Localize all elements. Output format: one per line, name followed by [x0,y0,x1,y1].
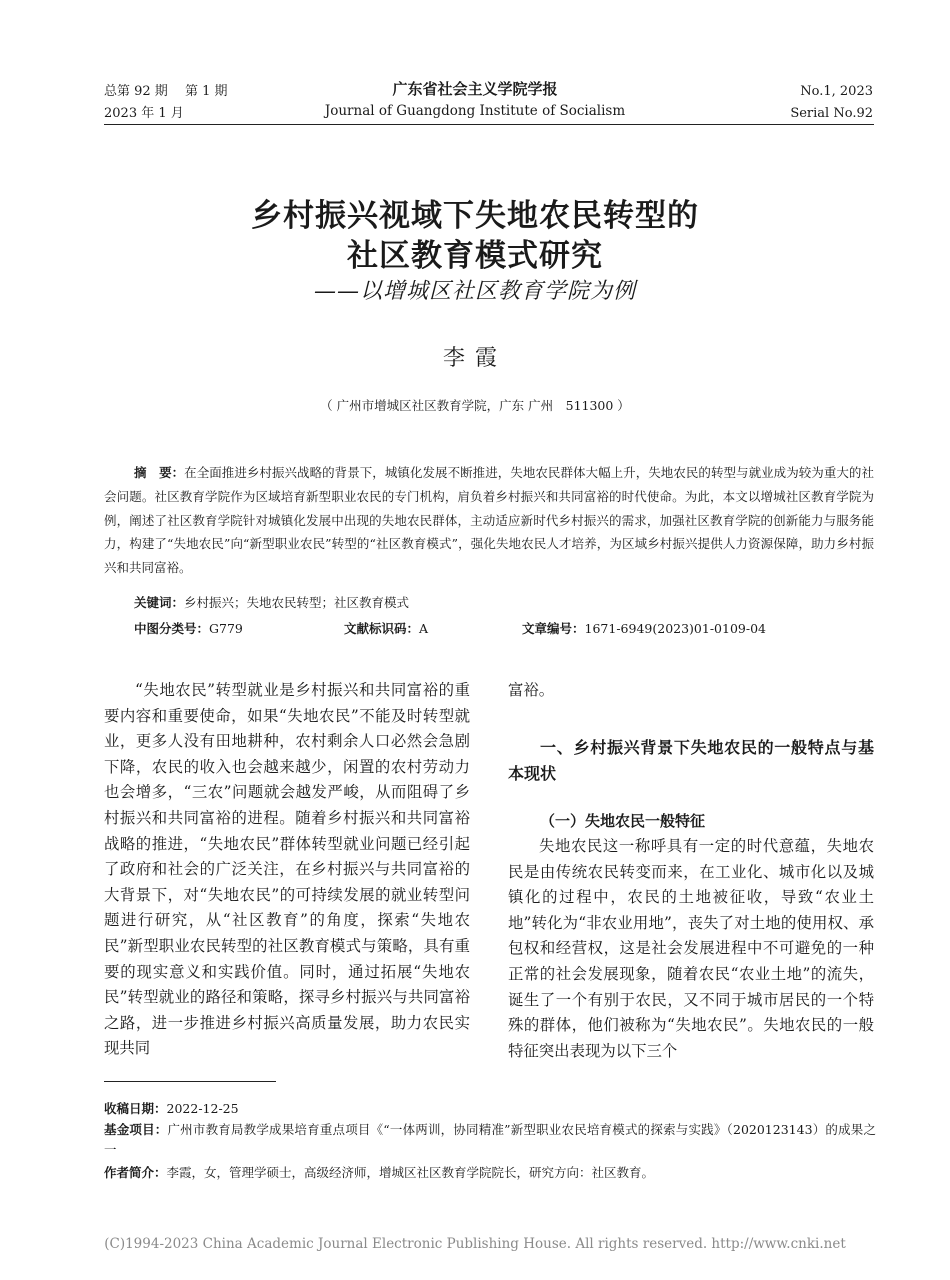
article-number-label: 文章编号： [522,621,585,636]
issue-no: No.1, 2023 [800,84,873,99]
received-label: 收稿日期： [104,1101,167,1116]
journal-title-cn: 广东省社会主义学院学报 [392,80,558,98]
keywords-text: 乡村振兴；失地农民转型；社区教育模式 [184,595,410,610]
clc-number [134,619,243,639]
fund-project [104,1120,876,1160]
abstract-text: 在全面推进乡村振兴战略的背景下，城镇化发展不断推进，失地农民群体大幅上升，失地农民的转型与就业成为较为重大的社会问题。社区教育学院作为区域培育新型职业农民的专门机构，肩负着乡村振兴和共同富裕的时代使命。为此，本文以增城社区教育学院为例，阐述了社区教育学院针对城镇化发展中出现的失地农民群体，主动适应新时代乡村振兴的需求，加强社区教育学院的创新能力与服务能力，构建了“失地农民”向“新型职业农民”转型的“社区教育模式”，强化失地农民人才培养，为区域乡村振兴提供人力资源保障，助力乡村振兴和共同富裕。 [104,465,874,576]
clc-label: 中图分类号： [134,621,210,636]
article-number [522,619,766,639]
body-right-column-para: 失地农民这一称呼具有一定的时代意蕴，失地农民是由传统农民转变而来，在工业化、城市化以及城镇化的过程中，农民的土地被征收，导致“农业土地”转化为“非农业用地”，丧失了对土地的使用权、承包权和经营权，这是社会发展进程中不可避免的一种正常的社会发展现象，随着农民“农业土地”的流失，诞生了一个有别于农民，又不同于城市居民的一个特殊的群体，他们被称为“失地农民”。失地农民的一般特征突出表现为以下三个 [508,837,874,1060]
author-bio [104,1163,654,1183]
issue-date: 2023 年 1 月 [104,106,184,121]
article-subtitle: ——以增城区社区教育学院为例 [313,279,636,304]
bio-value: 李霞，女，管理学硕士，高级经济师，增城区社区教育学院院长，研究方向：社区教育。 [166,1165,655,1180]
footnote-rule [104,1081,276,1082]
subsection-heading: （一）失地农民一般特征 [540,812,706,830]
article-number-value: 1671-6949(2023)01-0109-04 [584,621,766,636]
keywords-label: 关键词： [134,595,185,610]
body-left-column: “失地农民”转型就业是乡村振兴和共同富裕的重要内容和重要使命，如果“失地农民”不能及时转型就业，更多人没有田地耕种，农村剩余人口必然会急剧下降，农民的收入也会越来越少，闲置的农村劳动力也会增多，“三农”问题就会越发严峻，从而阻碍了乡村振兴和共同富裕的进程。随着乡村振兴和共同富裕战略的推进，“失地农民”群体转型就业问题已经引起了政府和社会的广泛关注，在乡村振兴与共同富裕的大背景下，对“失地农民”的可持续发展的就业转型问题进行研究，从“社区教育”的角度，探索“失地农民”新型职业农民转型的社区教育模式与策略，具有重要的现实意义和实践价值。同时，通过拓展“失地农民”转型就业的路径和策略，探寻乡村振兴与共同富裕之路，进一步推进乡村振兴高质量发展，助力农民实现共同 [104,681,470,1058]
keywords [134,593,409,613]
received-value: 2022-12-25 [166,1101,239,1116]
body-right-column-start: 富裕。 [508,681,555,699]
article-title-line2: 社区教育模式研究 [347,238,603,274]
doc-label: 文献标识码： [344,621,420,636]
copyright-notice: (C)1994-2023 China Academic Journal Electronic Publishing House. All rights reserved. http://www.cnki.net [104,1236,846,1252]
serial-no: Serial No.92 [790,106,873,121]
doc-value: A [419,621,429,636]
document-code [344,619,428,639]
clc-value: G779 [209,621,243,636]
fund-label: 基金项目： [104,1122,168,1137]
received-date [104,1099,239,1119]
section-heading: 一、乡村振兴背景下失地农民的一般特点与基本现状 [508,738,874,783]
article-title-line1: 乡村振兴视域下失地农民转型的 [251,198,699,234]
issue-number: 总第 92 期 第 1 期 [104,84,228,99]
fund-value: 广州市教育局教学成果培育重点项目《“一体两训，协同精准”新型职业农民培育模式的探索与实践》（2020123143）的成果之一 [104,1122,876,1157]
abstract-label: 摘 要： [134,465,185,480]
author-name: 李霞 [442,346,507,371]
abstract [104,461,874,580]
journal-title-en: Journal of Guangdong Institute of Socialism [324,103,626,119]
header-rule [104,124,874,125]
bio-label: 作者简介： [104,1165,167,1180]
author-affiliation: （ 广州市增城区社区教育学院，广东 广州 511300 ） [320,398,630,413]
